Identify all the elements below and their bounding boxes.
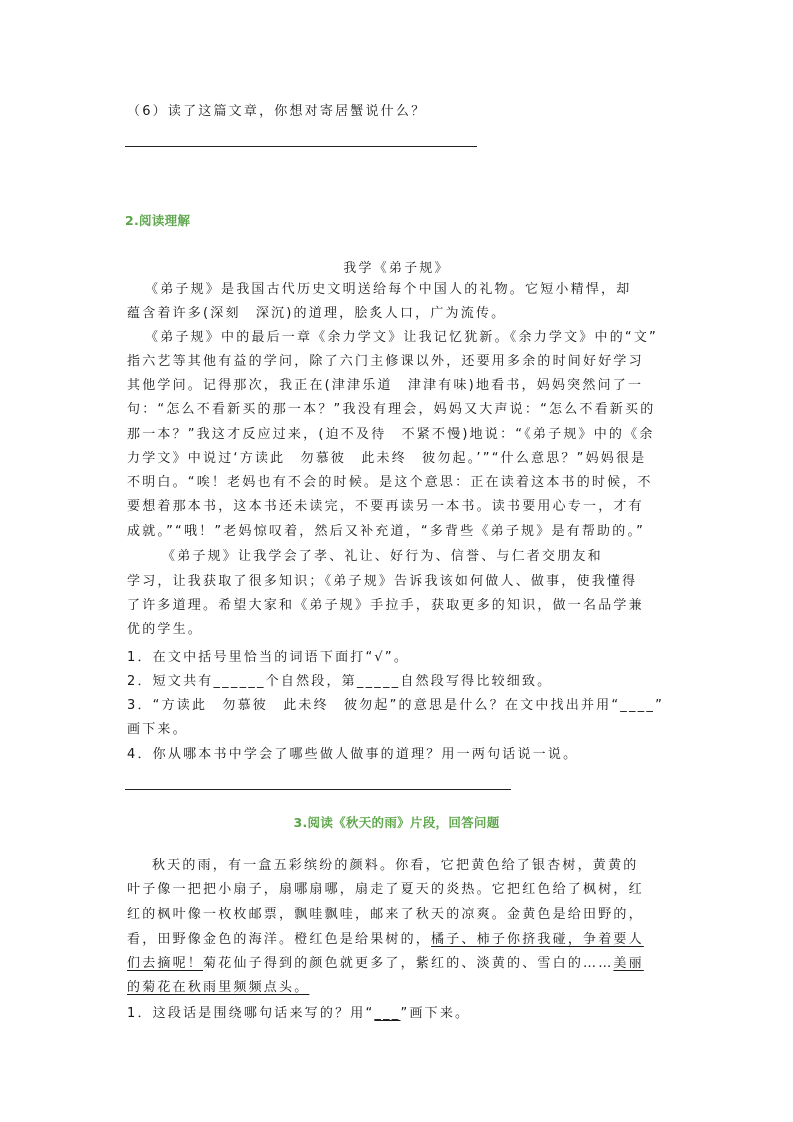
section-3-question-1 [127, 1006, 470, 1022]
paragraph-line: 那一本？”我这才反应过来，(迫不及待 不紧不慢)地说：“《弟子规》中的《余 [127, 427, 655, 442]
underlined-text: 美丽 [613, 956, 644, 971]
question-1: 1．在文中括号里恰当的词语下面打“√”。 [127, 650, 410, 665]
underlined-text: 橘子、柿子你挤我碰，争着要人 [431, 932, 644, 947]
text-segment: 1．这段话是围绕哪句话来写的？用“ [127, 1006, 375, 1021]
question-4: 4．你从哪本书中学会了哪些做人做事的道理？用一两句话说一说。 [127, 747, 579, 762]
paragraph-line: 红的枫叶像一枚枚邮票，飘哇飘哇，邮来了秋天的凉爽。金黄色是给田野的， [127, 907, 644, 922]
section-3-heading: 3.阅读《秋天的雨》片段，回答问题 [293, 815, 500, 830]
text-segment: 菊花仙子得到的颜色就更多了，紫红的、淡黄的、雪白的…… [203, 956, 614, 971]
article-title: 我学《弟子规》 [343, 261, 450, 276]
answer-line [125, 146, 477, 147]
text-segment: 看，田野像金色的海洋。橙红色是给果树的， [127, 932, 432, 947]
paragraph-line [127, 980, 309, 996]
paragraph-line: 蕴含着许多(深刻 深沉)的道理，脍炙人口，广为流传。 [127, 306, 507, 321]
paragraph-line: 力学文》中说过‘方读此 勿慕彼 此未终 彼勿起。’”“什么意思？”妈妈很是 [127, 451, 647, 466]
underlined-text: 的菊花在秋雨里频频点头。 [127, 980, 310, 995]
paragraph-line: 其他学问。记得那次，我正在(津津乐道 津津有味)地看书，妈妈突然问了一 [127, 378, 644, 393]
paragraph-line [127, 956, 644, 972]
paragraph-line: 学习，让我获取了很多知识；《弟子规》告诉我该如何做人、做事，使我懂得 [127, 574, 638, 589]
paragraph-line [127, 932, 644, 948]
paragraph-line: 句：“怎么不看新买的那一本？”我没有理会，妈妈又大声说：“怎么不看新买的 [127, 402, 656, 417]
question-3: 3．“方读此 勿慕彼 此未终 彼勿起”的意思是什么？在文中找出并用“____” [127, 698, 665, 713]
paragraph-line: 《弟子规》是我国古代历史文明送给每个中国人的礼物。它短小精悍，却 [145, 282, 632, 297]
paragraph-line: 《弟子规》中的最后一章《余力学文》让我记忆犹新。《余力学文》中的“文” [145, 330, 658, 345]
answer-line [125, 789, 511, 790]
paragraph-line: 叶子像一把把小扇子，扇哪扇哪，扇走了夏天的炎热。它把红色给了枫树，红 [127, 882, 644, 897]
question-6: （6）读了这篇文章，你想对寄居蟹说什么？ [127, 104, 427, 119]
paragraph-line: 了许多道理。希望大家和《弟子规》手拉手，获取更多的知识，做一名品学兼 [127, 598, 644, 613]
paragraph-line: 指六艺等其他有益的学问，除了六门主修课以外，还要用多余的时间好好学习 [127, 354, 644, 369]
question-2: 2．短文共有______个自然段，第_____自然段写得比较细致。 [127, 674, 553, 689]
underlined-text: 们去摘呢！ [127, 956, 204, 971]
paragraph-line: 成就。”“哦！”老妈惊叹着，然后又补充道，“多背些《弟子规》是有帮助的。” [127, 524, 646, 539]
question-3-cont: 画下来。 [127, 722, 188, 737]
section-2-heading: 2.阅读理解 [125, 213, 191, 228]
paragraph-line: 秋天的雨，有一盒五彩缤纷的颜料。你看，它把黄色给了银杏树，黄黄的 [152, 858, 639, 873]
paragraph-line: 要想着那本书，这本书还未读完，不要再读另一本书。读书要用心专一，才有 [127, 499, 644, 514]
answer-blank: ___ [374, 1006, 401, 1021]
paragraph-line: 不明白。“唉！老妈也有不会的时候。是这个意思：正在读着这本书的时候，不 [127, 475, 653, 490]
paragraph-line: 优的学生。 [127, 622, 204, 637]
text-segment: ”画下来。 [400, 1006, 471, 1021]
paragraph-line: 《弟子规》让我学会了孝、礼让、好行为、信誉、与仁者交朋友和 [162, 549, 603, 564]
